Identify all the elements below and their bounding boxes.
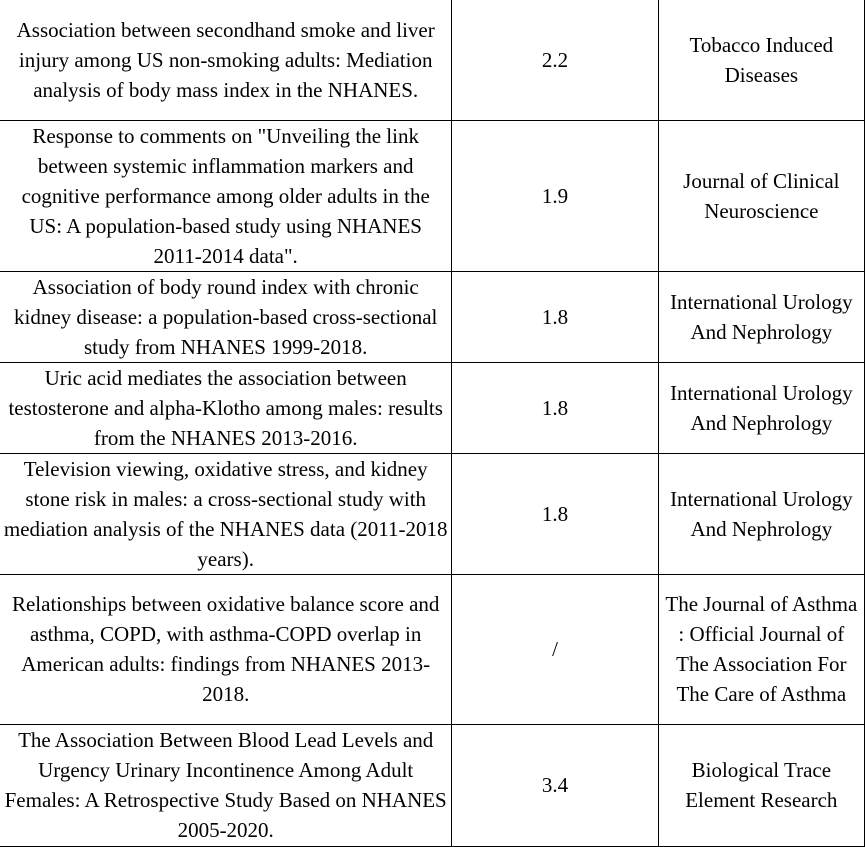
impact-factor-cell: 1.9: [452, 120, 658, 271]
journal-name-cell: International Urology And Nephrology: [658, 453, 864, 574]
impact-factor-cell: 1.8: [452, 362, 658, 453]
journal-name-cell: Journal of Clinical Neuroscience: [658, 120, 864, 271]
article-title-cell: Association between secondhand smoke and liver injury among US non-smoking adults: Mediation analysis of body mass index in the NHANES.: [0, 0, 452, 120]
impact-factor-cell: 3.4: [452, 724, 658, 846]
table-row: [0, 0, 865, 120]
table-row: [0, 271, 865, 362]
article-title-cell: The Association Between Blood Lead Levels and Urgency Urinary Incontinence Among Adult Females: A Retrospective Study Based on NHANES 2005-2020.: [0, 724, 452, 846]
impact-factor-cell: 1.8: [452, 271, 658, 362]
table-row: [0, 574, 865, 724]
article-title-cell: Television viewing, oxidative stress, and kidney stone risk in males: a cross-sectional study with mediation analysis of the NHANES data (2011-2018 years).: [0, 453, 452, 574]
table-row: [0, 120, 865, 271]
impact-factor-cell: 1.8: [452, 453, 658, 574]
impact-factor-cell: 2.2: [452, 0, 658, 120]
article-title-cell: Response to comments on "Unveiling the link between systemic inflammation markers and cognitive performance among older adults in the US: A population-based study using NHANES 2011-2014 data".: [0, 120, 452, 271]
article-title-cell: Uric acid mediates the association between testosterone and alpha-Klotho among males: results from the NHANES 2013-2016.: [0, 362, 452, 453]
impact-factor-cell: /: [452, 574, 658, 724]
article-title-cell: Association of body round index with chronic kidney disease: a population-based cross-sectional study from NHANES 1999-2018.: [0, 271, 452, 362]
journal-name-cell: International Urology And Nephrology: [658, 362, 864, 453]
journal-name-cell: International Urology And Nephrology: [658, 271, 864, 362]
table-row: [0, 362, 865, 453]
table-row: [0, 724, 865, 846]
journal-name-cell: The Journal of Asthma : Official Journal of The Association For The Care of Asthma: [658, 574, 864, 724]
article-title-cell: Relationships between oxidative balance score and asthma, COPD, with asthma-COPD overlap in American adults: findings from NHANES 2013-2018.: [0, 574, 452, 724]
table-row: [0, 453, 865, 574]
journal-name-cell: Biological Trace Element Research: [658, 724, 864, 846]
journal-name-cell: Tobacco Induced Diseases: [658, 0, 864, 120]
